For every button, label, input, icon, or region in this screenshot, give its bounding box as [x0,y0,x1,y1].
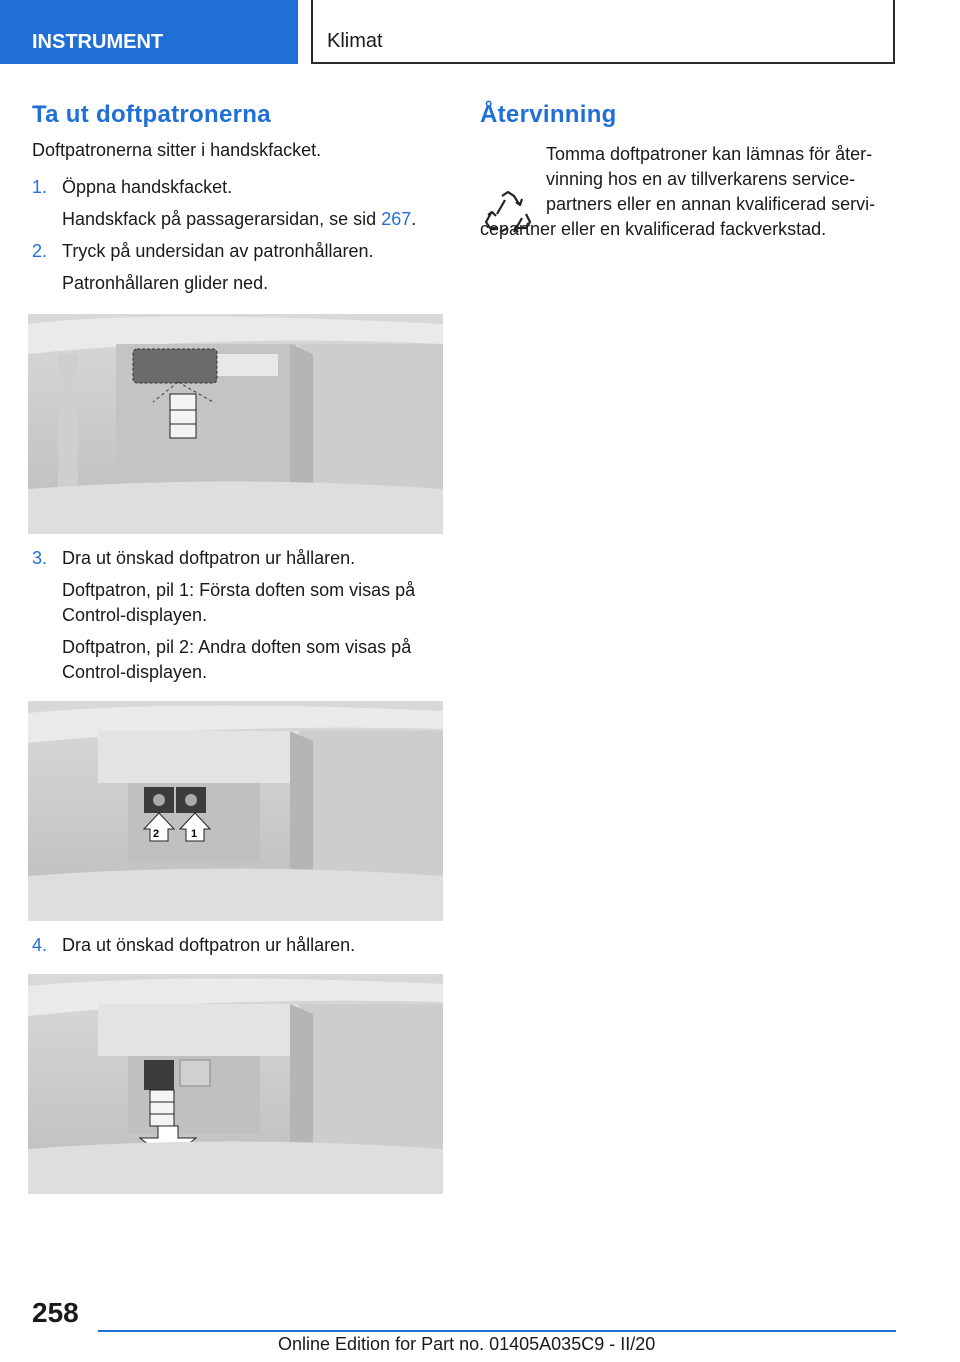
step-number: 1. [32,177,48,197]
step-text: Dra ut önskad doftpatron ur hållaren. [62,935,356,955]
edition-text: Online Edition for Part no. 01405A035C9 - II/20 [278,1334,656,1354]
step-3 [32,546,444,571]
left-column-step3 [32,546,444,685]
step-text: Öppna handskfacket. [62,177,233,197]
step-3-detail-1: Doftpatron, pil 1: Första doften som visas på Control-displayen. [62,580,416,625]
section-tab: INSTRUMENT [0,0,298,64]
figure-pull-out [28,974,443,1194]
step-2 [32,239,444,264]
footer-divider [98,1330,896,1332]
recycling-line: partners eller en annan kvalificerad servi- [546,194,876,214]
step-text: Dra ut önskad doftpatron ur hållaren. [62,548,356,568]
recycling-line: vinning hos en av tillverkarens service- [546,169,856,189]
step-1 [32,175,444,200]
step-number: 4. [32,935,48,955]
section-title: Ta ut doftpatronerna [32,101,271,128]
figure-press-holder [28,314,443,534]
detail-text: Handskfack på passagerarsidan, se sid [62,209,382,229]
step-4 [32,933,444,958]
page-link[interactable]: 267 [381,209,412,229]
recycling-title: Återvinning [480,101,617,128]
recycling-note [480,142,900,242]
step-number: 2. [32,241,48,261]
step-text: Tryck på undersidan av patronhållaren. [62,241,374,261]
chapter-header: Klimat [311,0,895,64]
left-column [32,100,444,296]
recycling-line: Tomma doftpatroner kan lämnas för åter- [546,144,873,164]
step-3-detail-2: Doftpatron, pil 2: Andra doften som visas på Control-displayen. [62,637,412,682]
recycle-icon [482,188,534,240]
intro-text: Doftpatronerna sitter i handskfacket. [32,140,322,160]
recycling-text [480,142,900,242]
arrow-label-1: 1 [191,828,198,840]
page-number: 258 [32,1297,79,1328]
recycling-line: cepartner eller en kvalificerad fackverkstad. [480,219,827,239]
right-column [480,100,900,242]
step-number: 3. [32,548,48,568]
left-column-step4 [32,933,444,958]
figure-cartridges [28,701,443,921]
detail-punct: . [411,209,417,229]
step-1-detail [32,207,444,232]
arrow-label-2: 2 [153,828,160,840]
step-2-detail: Patronhållaren glider ned. [62,273,269,293]
